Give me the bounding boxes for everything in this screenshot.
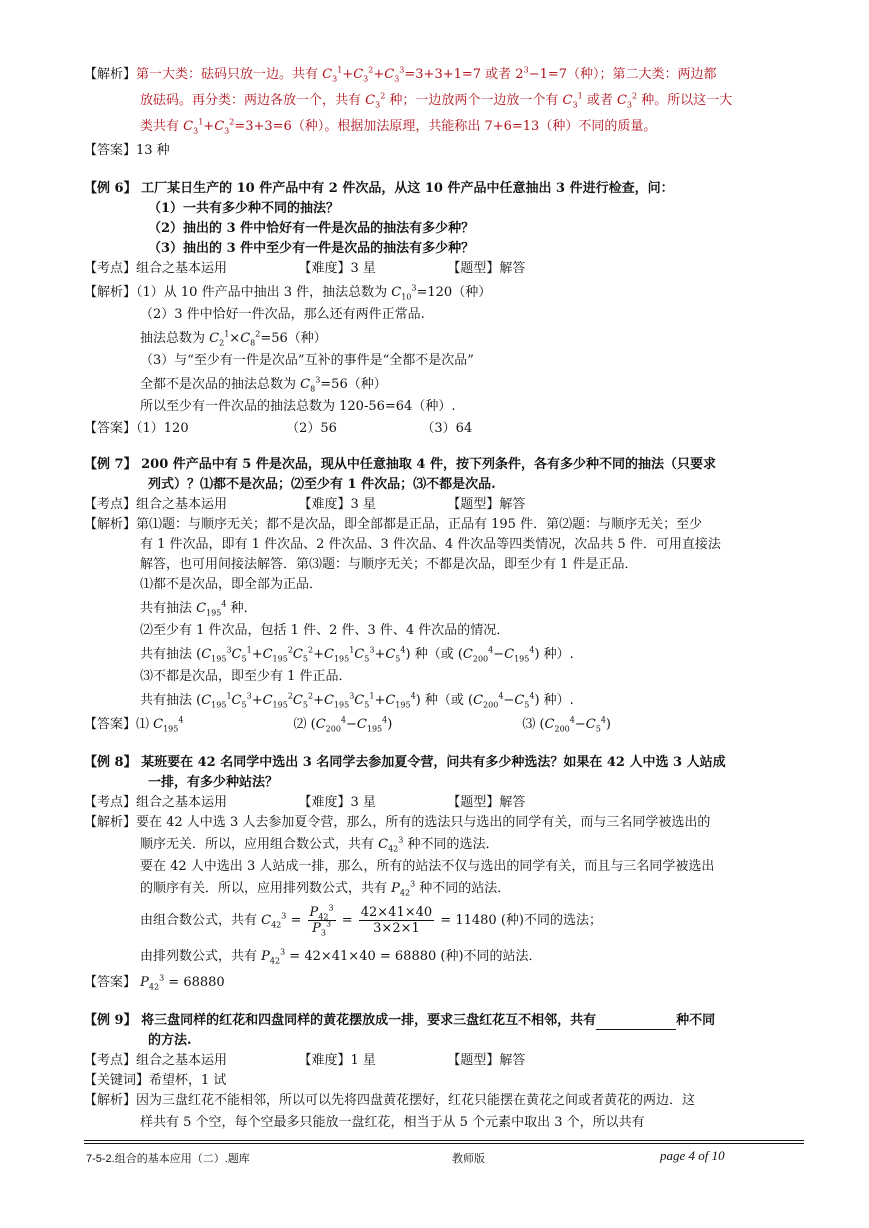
analysis-line: ⑴都不是次品，即全部为正品．	[140, 577, 323, 592]
analysis-line: 顺序无关．所以，应用组合数公式，共有 $C_{42}^3$ 种不同的选法．	[140, 835, 499, 854]
analysis-line: 解答，也可用间接法解答．第⑶题：与顺序无关；不都是次品，即至少有 1 件是正品．	[140, 557, 638, 572]
question-line: （2）抽出的 3 件中恰好有一件是次品的抽法有多少种？	[148, 221, 475, 236]
example-7-title: 【例 7】 200 件产品中有 5 件是次品，现从中任意抽取 4 件，按下列条件，各有多少种不同的抽法（只要求	[84, 457, 716, 472]
meta-line: 【考点】组合之基本运用 【难度】1 星 【题型】解答	[84, 1053, 526, 1068]
example-8-title: 【例 8】 某班要在 42 名同学中选出 3 名同学去参加夏令营，问共有多少种选法？如果在 42 人中选 3 人站成	[84, 755, 726, 770]
analysis-line: 有 1 件次品，即有 1 件次品、2 件次品、3 件次品、4 件次品等四类情况，次品共 5 件．可用直接法	[140, 537, 721, 552]
answer-blank[interactable]	[596, 1015, 676, 1030]
footer-rule	[84, 1143, 804, 1144]
analysis-line: 【解析】（1）从 10 件产品中抽出 3 件，抽法总数为 $C_{10}^3=120$（种）	[84, 283, 492, 302]
analysis-line: ⑶不都是次品，即至少有 1 件正品．	[140, 669, 352, 684]
analysis-line: 共有抽法 $(C_{195}^3C_5^1+C_{195}^2C_5^2+C_{195}^1C_5^3+C_5^4)$ 种（或 $(C_{200}^4-C_{195}^4)$ 种）.	[140, 645, 574, 664]
question-line: （3）抽出的 3 件中至少有一件是次品的抽法有多少种？	[148, 241, 475, 256]
meta-line: 【考点】组合之基本运用 【难度】3 星 【题型】解答	[84, 795, 526, 810]
analysis-line: 要在 42 人中选出 3 人站成一排，那么，所有的站法不仅与选出的同学有关，而且与三名同学被选出	[140, 859, 715, 874]
analysis-line: 的顺序有关．所以，应用排列数公式，共有 $P_{42}^3$ 种不同的站法．	[140, 879, 511, 898]
analysis-line: 类共有 $C_3^1+C_3^2=3+3=6$（种）。根据加法原理，共能称出 7+6=13（种）不同的质量。	[140, 117, 657, 136]
question-line: 的方法.	[148, 1033, 192, 1048]
example-9-title: 【例 9】 将三盘同样的红花和四盘同样的黄花摆放成一排，要求三盘红花互不相邻，共有 种不同	[84, 1013, 716, 1028]
analysis-line: 样共有 5 个空，每个空最多只能放一盘红花，相当于从 5 个元素中取出 3 个，所以共有	[140, 1115, 645, 1130]
question-line: 列式）？⑴都不是次品；⑵至少有 1 件次品；⑶不都是次品.	[148, 477, 496, 492]
analysis-line: （2）3 件中恰好一件次品，那么还有两件正常品.	[140, 307, 425, 322]
answer-line: 【答案】（1）120 （2）56 （3）64	[84, 421, 473, 436]
meta-line: 【考点】组合之基本运用 【难度】3 星 【题型】解答	[84, 497, 526, 512]
analysis-line: 全都不是次品的抽法总数为 $C_8^3=56$（种）	[140, 375, 387, 394]
meta-line: 【考点】组合之基本运用 【难度】3 星 【题型】解答	[84, 261, 526, 276]
example-6-title: 【例 6】 工厂某日生产的 10 件产品中有 2 件次品，从这 10 件产品中任意抽出 3 件进行检查，问：	[84, 181, 674, 196]
analysis-line: 【解析】因为三盘红花不能相邻，所以可以先将四盘黄花摆好，红花只能摆在黄花之间或者黄花的两边．这	[84, 1093, 696, 1108]
analysis-line: 【解析】第⑴题：与顺序无关；都不是次品，即全部都是正品，正品有 195 件．第⑵题：与顺序无关；至少	[84, 517, 703, 532]
analysis-line: 抽法总数为 $C_2^1\times C_8^2=56$（种）	[140, 329, 327, 348]
analysis-line: 共有抽法 $(C_{195}^1C_5^3+C_{195}^2C_5^2+C_{195}^3C_5^1+C_{195}^4)$ 种（或 $(C_{200}^4-C_5^4)$ 种）.	[140, 691, 574, 710]
question-line: 一排，有多少种站法？	[148, 775, 279, 790]
footer-page-number: page 4 of 10	[660, 1148, 725, 1163]
answer-line: 【答案】 $P_{42}^3 = 68880$	[84, 973, 225, 992]
analysis-line: 【解析】要在 42 人中选 3 人去参加夏令营，那么，所有的选法只与选出的同学有关，而与三名同学被选出的	[84, 815, 711, 830]
analysis-line: 放砝码。再分类：两边各放一个，共有 $C_3^2$ 种；一边放两个一边放一个有 $C_3^1$ 或者 $C_3^2$ 种。所以这一大	[140, 91, 733, 110]
formula-line: 由组合数公式，共有 $C_{42}^3$ = $\frac{P_{42}^3}{P_3^3}$ = $\frac{42\times 41\times 40}{3\times 2\times 1}$ = 11480 (种)不同的选法；	[140, 903, 602, 938]
analysis-line: 所以至少有一件次品的抽法总数为 120-56=64（种）.	[140, 399, 456, 414]
analysis-line: 【解析】第一大类：砝码只放一边。共有 $C_3^1+C_3^2+C_3^3=3+3+1=7$ 或者 $2^3-1=7$（种）；第二大类：两边都	[84, 65, 717, 84]
answer-line: 【答案】13 种	[84, 143, 170, 158]
footer-left: 7-5-2.组合的基本应用（二）.题库	[86, 1153, 250, 1165]
analysis-line: （3）与“至少有一件是次品”互补的事件是“全都不是次品”	[140, 353, 474, 368]
footer-center: 教师版	[452, 1153, 485, 1165]
footer-rule	[84, 1140, 804, 1141]
formula-line: 由排列数公式，共有 $P_{42}^3 = 42\times 41\times 40 = 68880$ (种)不同的站法．	[140, 947, 542, 966]
analysis-line: 共有抽法 $C_{195}^4$ 种．	[140, 599, 257, 618]
analysis-line: ⑵至少有 1 件次品，包括 1 件、2 件、3 件、4 件次品的情况．	[140, 623, 510, 638]
question-line: （1）一共有多少种不同的抽法？	[148, 201, 340, 216]
answer-line: 【答案】⑴ $C_{195}^4$ ⑵ $(C_{200}^4-C_{195}^4)$ ⑶ $(C_{200}^4-C_5^4)$	[84, 715, 611, 734]
keyword-line: 【关键词】希望杯，1 试	[84, 1073, 227, 1088]
